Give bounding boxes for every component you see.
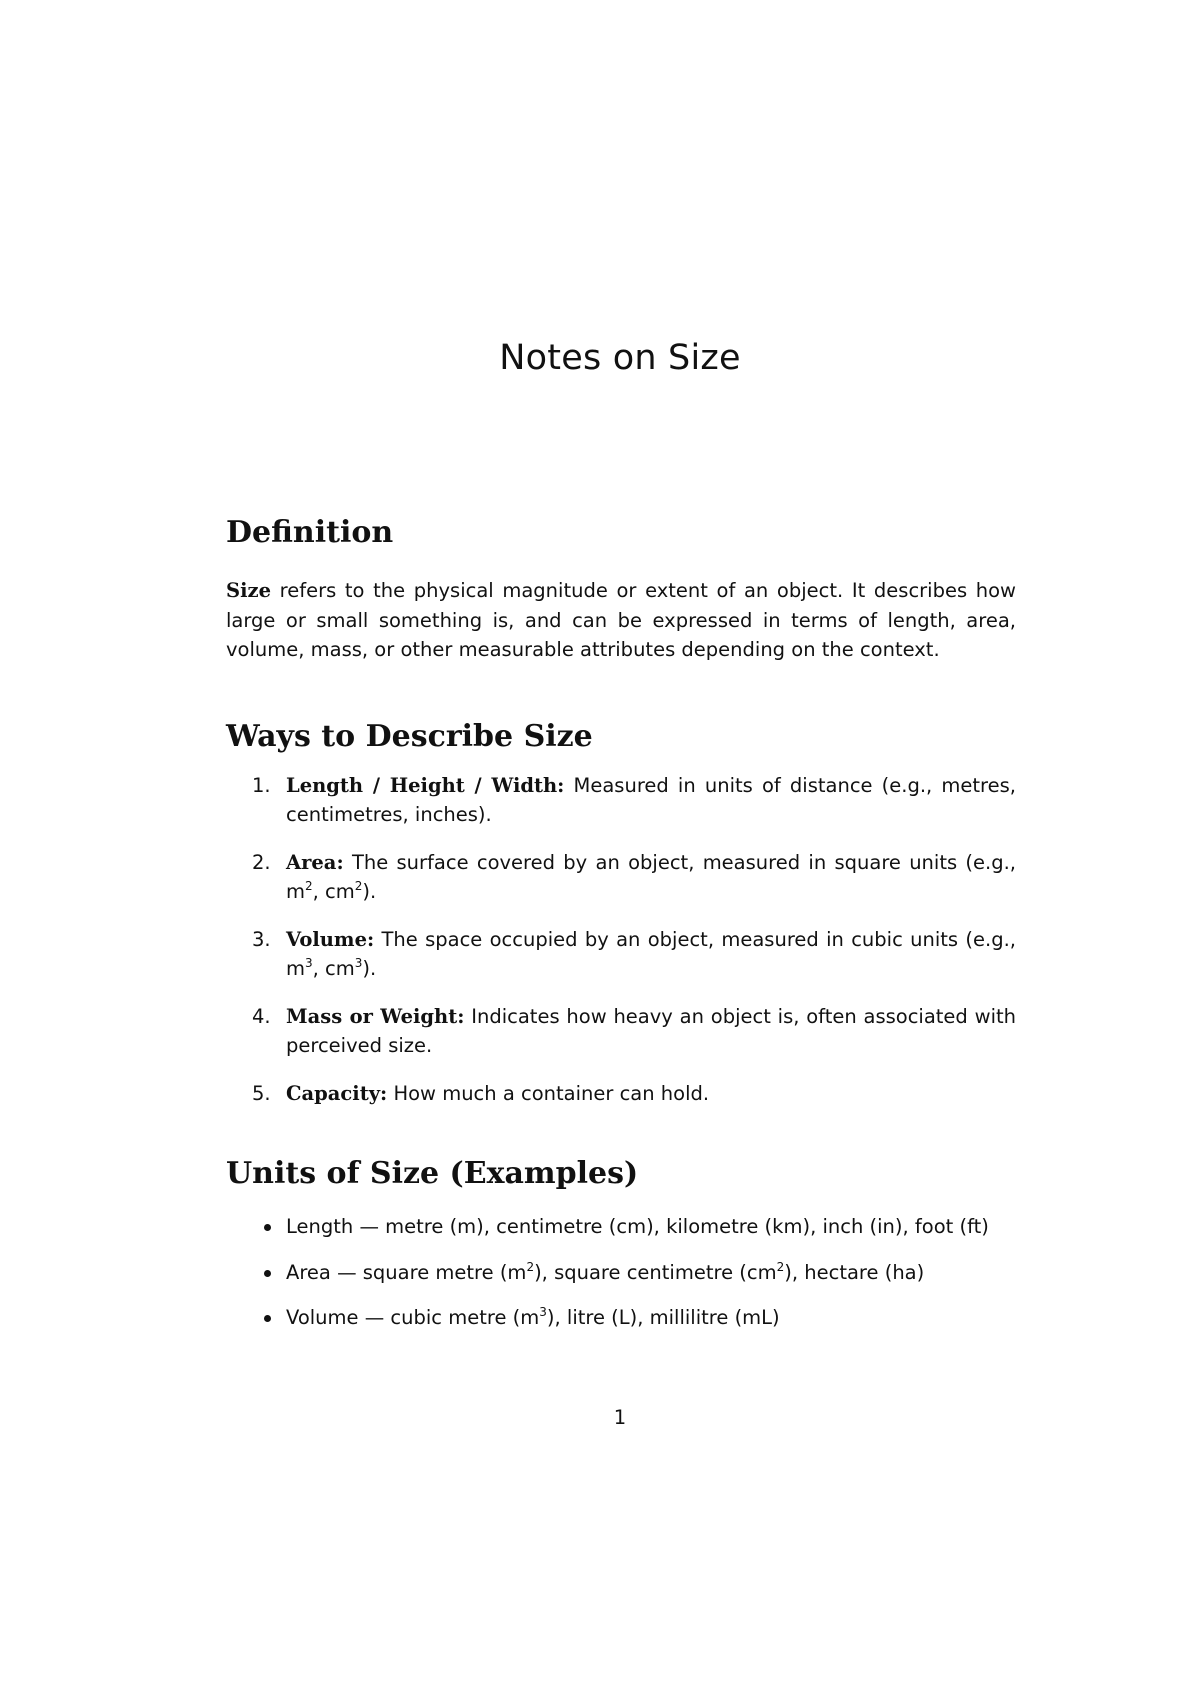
list-item: [226, 1212, 1016, 1242]
definition-text: refers to the physical magnitude or extent of an object. It describes how large or small something is, and can be expressed in terms of length, area, volume, mass, or other measurable attributes depending on the context.: [226, 579, 1017, 661]
list-item-text: Area — square metre (m: [286, 1260, 527, 1284]
list-item-text: Indicates how heavy an object is, often associated with perceived size.: [286, 1004, 1016, 1057]
units-section: [226, 1156, 1016, 1333]
list-item-text: , cm: [312, 880, 355, 903]
list-item-text: The space occupied by an object, measured in cubic units (e.g., m: [286, 927, 1016, 980]
list-item: [226, 1303, 1016, 1333]
superscript: 2: [526, 1259, 535, 1274]
bullet-icon: [264, 1270, 271, 1277]
list-item: [226, 1079, 1016, 1109]
list-item-text: ), square centimetre (cm: [534, 1260, 777, 1284]
list-item-term: Capacity:: [286, 1081, 388, 1105]
list-item-text: How much a container can hold.: [393, 1081, 710, 1105]
page-number: 1: [613, 1406, 627, 1429]
list-number: 3.: [252, 927, 271, 951]
document-title: Notes on Size: [499, 338, 741, 378]
superscript: 3: [354, 956, 363, 970]
list-item-text: Length — metre (m), centimetre (cm), kilometre (km), inch (in), foot (ft): [286, 1215, 989, 1238]
list-item-term: Length / Height / Width:: [286, 773, 565, 797]
bullet-icon: [264, 1315, 271, 1322]
document-body: [226, 515, 1016, 1349]
list-item-text: The surface covered by an object, measured in square units (e.g., m: [286, 850, 1017, 903]
list-number: 1.: [252, 773, 271, 797]
list-item-text: Measured in units of distance (e.g., metres, centimetres, inches).: [286, 773, 1016, 826]
list-item-text: ), hectare (ha): [784, 1260, 925, 1284]
section-heading-units: Units of Size (Examples): [226, 1156, 639, 1191]
definition-paragraph: [226, 576, 1016, 665]
units-list: [226, 1212, 1016, 1333]
list-item-text: , cm: [312, 957, 355, 980]
list-item-term: Volume:: [286, 927, 375, 951]
ways-list: [226, 771, 1016, 1109]
section-heading-ways: Ways to Describe Size: [226, 718, 593, 754]
list-item-text: ).: [362, 880, 377, 903]
list-item-term: Mass or Weight:: [286, 1004, 465, 1028]
list-item: [226, 1258, 1016, 1288]
list-number: 5.: [252, 1081, 271, 1105]
list-number: 4.: [252, 1004, 271, 1028]
list-item-text: ), litre (L), millilitre (mL): [546, 1306, 780, 1329]
definition-term: Size: [226, 579, 271, 602]
superscript: 2: [305, 879, 313, 893]
bullet-icon: [264, 1224, 271, 1231]
list-item: [226, 1002, 1016, 1061]
list-item: [226, 848, 1016, 907]
ways-section: [226, 719, 1016, 1109]
superscript: 2: [776, 1259, 785, 1274]
definition-section: [226, 515, 1016, 665]
superscript: 3: [539, 1305, 547, 1319]
list-item-text: Volume — cubic metre (m: [286, 1306, 540, 1329]
list-item-text: ).: [362, 957, 377, 980]
list-item-term: Area:: [286, 850, 344, 874]
superscript: 3: [305, 956, 313, 970]
list-item: [226, 771, 1016, 830]
list-number: 2.: [252, 850, 271, 874]
section-heading-definition: Definition: [226, 515, 394, 550]
superscript: 2: [354, 879, 363, 893]
list-item: [226, 925, 1016, 984]
